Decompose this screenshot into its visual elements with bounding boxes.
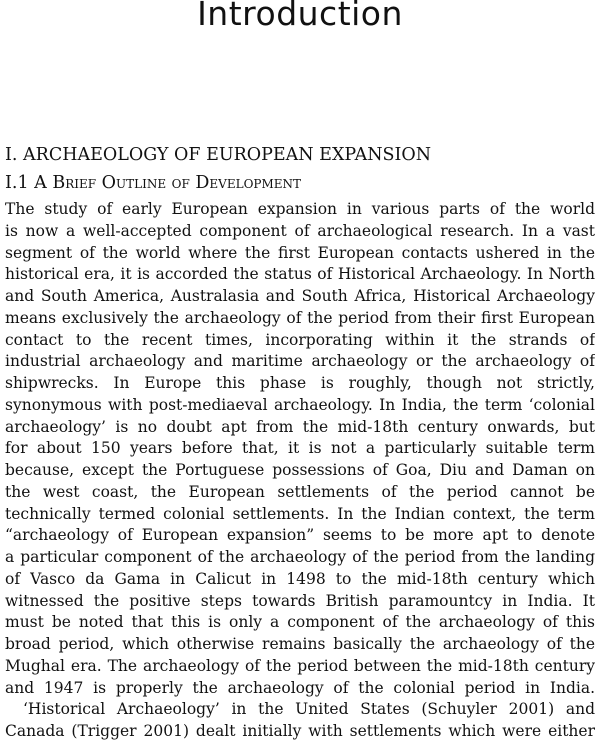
text-line: technically termed colonial settlements. In the Indian context, the term (5, 504, 595, 523)
body-text (5, 199, 595, 743)
text-line: because, except the Portuguese possessions of Goa, Diu and Daman on (5, 461, 595, 479)
text-line: ‘Historical Archaeology’ in the United States (Schuyler 2001) and (23, 700, 595, 719)
chapter-title: Introduction (197, 0, 403, 33)
subsection-heading: I.1 A Brief Outline of Development (5, 173, 302, 193)
text-line: and 1947 is properly the archaeology of the colonial period in India. (5, 678, 595, 697)
text-line: archaeology’ is no doubt apt from the mid-18th century onwards, but (5, 417, 595, 436)
section-heading: I. ARCHAEOLOGY OF EUROPEAN EXPANSION (5, 145, 432, 165)
text-line: shipwrecks. In Europe this phase is roughly, though not strictly, (5, 374, 595, 392)
text-line: “archaeology of European expansion” seems to be more apt to denote (5, 526, 595, 545)
text-line: segment of the world where the first European contacts ushered in the (5, 243, 595, 262)
text-line: The study of early European expansion in various parts of the world (5, 200, 595, 218)
text-line: and South America, Australasia and South Africa, Historical Archaeology (5, 287, 595, 305)
text-line: synonymous with post-mediaeval archaeology. In India, the term ‘colonial (5, 395, 595, 414)
paragraph-1 (5, 199, 595, 699)
text-line: must be noted that this is only a component of the archaeology of this (5, 613, 595, 632)
text-line: Canada (Trigger 2001) dealt initially with settlements which were either (5, 722, 595, 740)
text-line: is now a well-accepted component of archaeological research. In a vast (5, 221, 595, 240)
text-line: industrial archaeology and maritime archaeology or the archaeology of (5, 352, 595, 371)
text-line: for about 150 years before that, it is not a particularly suitable term (5, 439, 595, 458)
text-line: historical era, it is accorded the status of Historical Archaeology. In North (5, 265, 595, 284)
text-line: a particular component of the archaeology of the period from the landing (5, 548, 595, 566)
text-line: broad period, which otherwise remains basically the archaeology of the (5, 635, 595, 653)
text-line: means exclusively the archaeology of the period from their first European (5, 308, 595, 327)
text-line: contact to the recent times, incorporating within it the strands of (5, 330, 595, 349)
paragraph-2 (5, 699, 595, 743)
text-line: of Vasco da Gama in Calicut in 1498 to the mid-18th century which (5, 569, 595, 588)
text-line: witnessed the positive steps towards British paramountcy in India. It (5, 591, 595, 610)
text-line: Mughal era. The archaeology of the period between the mid-18th century (5, 656, 595, 675)
text-line: the west coast, the European settlements of the period cannot be (5, 482, 595, 501)
